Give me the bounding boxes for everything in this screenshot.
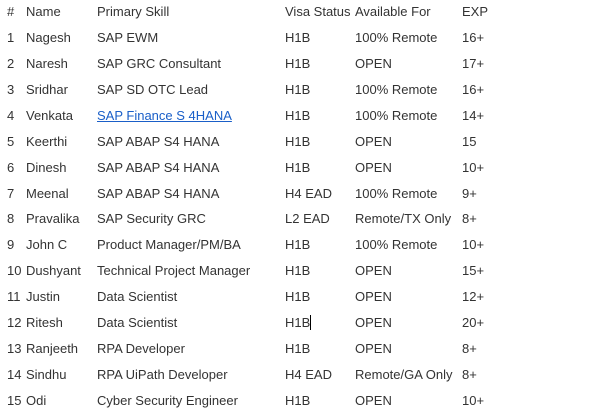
primary-skill-link[interactable]: SAP Finance S 4HANA: [97, 107, 232, 123]
cell-experience: 10+: [462, 237, 485, 253]
cell-visa-status: H1B: [285, 81, 311, 97]
cell-visa-status: H4 EAD: [285, 367, 332, 383]
cell-name: Venkata: [26, 107, 73, 123]
cell-experience: 15+: [462, 263, 485, 279]
cell-primary-skill: RPA Developer: [97, 341, 185, 357]
cell-experience: 10+: [462, 392, 485, 408]
cell-name: Meenal: [26, 185, 69, 201]
cell-available-for: Remote/TX Only: [355, 211, 452, 227]
header-row-number: #: [7, 4, 15, 19]
cell-primary-skill: Cyber Security Engineer: [97, 392, 238, 408]
cell-name: Dinesh: [26, 159, 67, 175]
table-row: [0, 80, 600, 100]
cell-visa-status: H1B: [285, 237, 311, 253]
cell-name: Naresh: [26, 55, 68, 71]
table-row: [0, 261, 600, 281]
cell-available-for: 100% Remote: [355, 107, 438, 123]
table-row: [0, 391, 600, 411]
cell-row-number: 7: [7, 185, 15, 201]
cell-experience: 17+: [462, 55, 485, 71]
cell-available-for: OPEN: [355, 289, 392, 305]
cell-available-for: OPEN: [355, 159, 392, 175]
cell-primary-skill: Data Scientist: [97, 289, 178, 305]
cell-experience: 9+: [462, 185, 477, 201]
cell-available-for: OPEN: [355, 263, 392, 279]
cell-visa-status: H1B: [285, 29, 311, 45]
header-available-for: Available For: [355, 4, 431, 19]
cell-available-for: 100% Remote: [355, 81, 438, 97]
table-row: [0, 106, 600, 126]
cell-visa-status: H1B: [285, 263, 311, 279]
cell-row-number: 11: [7, 289, 21, 305]
cell-visa-status: H1B: [285, 107, 311, 123]
cell-primary-skill: SAP ABAP S4 HANA: [97, 133, 220, 149]
cell-row-number: 12: [7, 315, 22, 331]
cell-visa-status: H4 EAD: [285, 185, 332, 201]
cell-available-for: Remote/GA Only: [355, 367, 453, 383]
cell-primary-skill: SAP Security GRC: [97, 211, 206, 227]
cell-available-for: OPEN: [355, 55, 392, 71]
cell-row-number: 3: [7, 81, 15, 97]
table-row: [0, 158, 600, 178]
cell-row-number: 15: [7, 392, 22, 408]
cell-experience: 15: [462, 133, 477, 149]
cell-visa-status: H1B: [285, 315, 311, 331]
cell-name: Keerthi: [26, 133, 68, 149]
cell-visa-status: L2 EAD: [285, 211, 330, 227]
cell-name: Odi: [26, 392, 47, 408]
table-header-row: [0, 2, 600, 22]
header-visa-status: Visa Status: [285, 4, 351, 19]
cell-experience: 12+: [462, 289, 485, 305]
cell-row-number: 2: [7, 55, 15, 71]
cell-available-for: OPEN: [355, 341, 392, 357]
cell-primary-skill: SAP ABAP S4 HANA: [97, 159, 220, 175]
cell-experience: 16+: [462, 29, 485, 45]
cell-name: Ritesh: [26, 315, 63, 331]
cell-row-number: 8: [7, 211, 15, 227]
cell-row-number: 9: [7, 237, 15, 253]
cell-name: Dushyant: [26, 263, 81, 279]
text-cursor: [310, 315, 311, 330]
table-row: [0, 235, 600, 255]
cell-name: John C: [26, 237, 68, 253]
cell-available-for: 100% Remote: [355, 185, 438, 201]
header-primary-skill: Primary Skill: [97, 4, 170, 19]
cell-visa-status: H1B: [285, 392, 311, 408]
cell-primary-skill: RPA UiPath Developer: [97, 367, 228, 383]
table-row: [0, 365, 600, 385]
cell-name: Sindhu: [26, 367, 67, 383]
cell-available-for: OPEN: [355, 315, 392, 331]
cell-available-for: 100% Remote: [355, 237, 438, 253]
cell-visa-status: H1B: [285, 159, 311, 175]
visa-cell-with-caret[interactable]: [285, 313, 311, 333]
cell-name: Justin: [26, 289, 60, 305]
cell-experience: 10+: [462, 159, 485, 175]
cell-visa-status: H1B: [285, 133, 311, 149]
cell-experience: 20+: [462, 315, 485, 331]
table-row: [0, 184, 600, 204]
cell-primary-skill: SAP GRC Consultant: [97, 55, 222, 71]
cell-name: Nagesh: [26, 29, 71, 45]
cell-visa-status: H1B: [285, 289, 311, 305]
cell-row-number: 13: [7, 341, 22, 357]
cell-available-for: OPEN: [355, 392, 392, 408]
cell-row-number: 14: [7, 367, 22, 383]
cell-available-for: OPEN: [355, 133, 392, 149]
cell-primary-skill: SAP EWM: [97, 29, 159, 45]
cell-row-number: 5: [7, 133, 15, 149]
cell-row-number: 1: [7, 29, 15, 45]
header-name: Name: [26, 4, 61, 19]
cell-name: Ranjeeth: [26, 341, 79, 357]
table-row: [0, 54, 600, 74]
cell-row-number: 10: [7, 263, 22, 279]
table-row: [0, 132, 600, 152]
cell-available-for: 100% Remote: [355, 29, 438, 45]
cell-visa-status: H1B: [285, 341, 311, 357]
cell-name: Pravalika: [26, 211, 80, 227]
cell-primary-skill: SAP SD OTC Lead: [97, 81, 209, 97]
cell-primary-skill: Technical Project Manager: [97, 263, 251, 279]
table-row: [0, 287, 600, 307]
cell-experience: 8+: [462, 211, 477, 227]
cell-primary-skill: Data Scientist: [97, 315, 178, 331]
table-row: [0, 313, 600, 333]
cell-experience: 16+: [462, 81, 485, 97]
cell-experience: 8+: [462, 341, 477, 357]
cell-name: Sridhar: [26, 81, 68, 97]
header-experience: EXP: [462, 4, 489, 19]
cell-experience: 14+: [462, 107, 485, 123]
table-row: [0, 28, 600, 48]
cell-row-number: 6: [7, 159, 15, 175]
table-row: [0, 209, 600, 229]
cell-experience: 8+: [462, 367, 477, 383]
cell-row-number: 4: [7, 107, 15, 123]
cell-visa-status: H1B: [285, 55, 311, 71]
cell-primary-skill: Product Manager/PM/BA: [97, 237, 241, 253]
cell-primary-skill: SAP ABAP S4 HANA: [97, 185, 220, 201]
table-row: [0, 339, 600, 359]
